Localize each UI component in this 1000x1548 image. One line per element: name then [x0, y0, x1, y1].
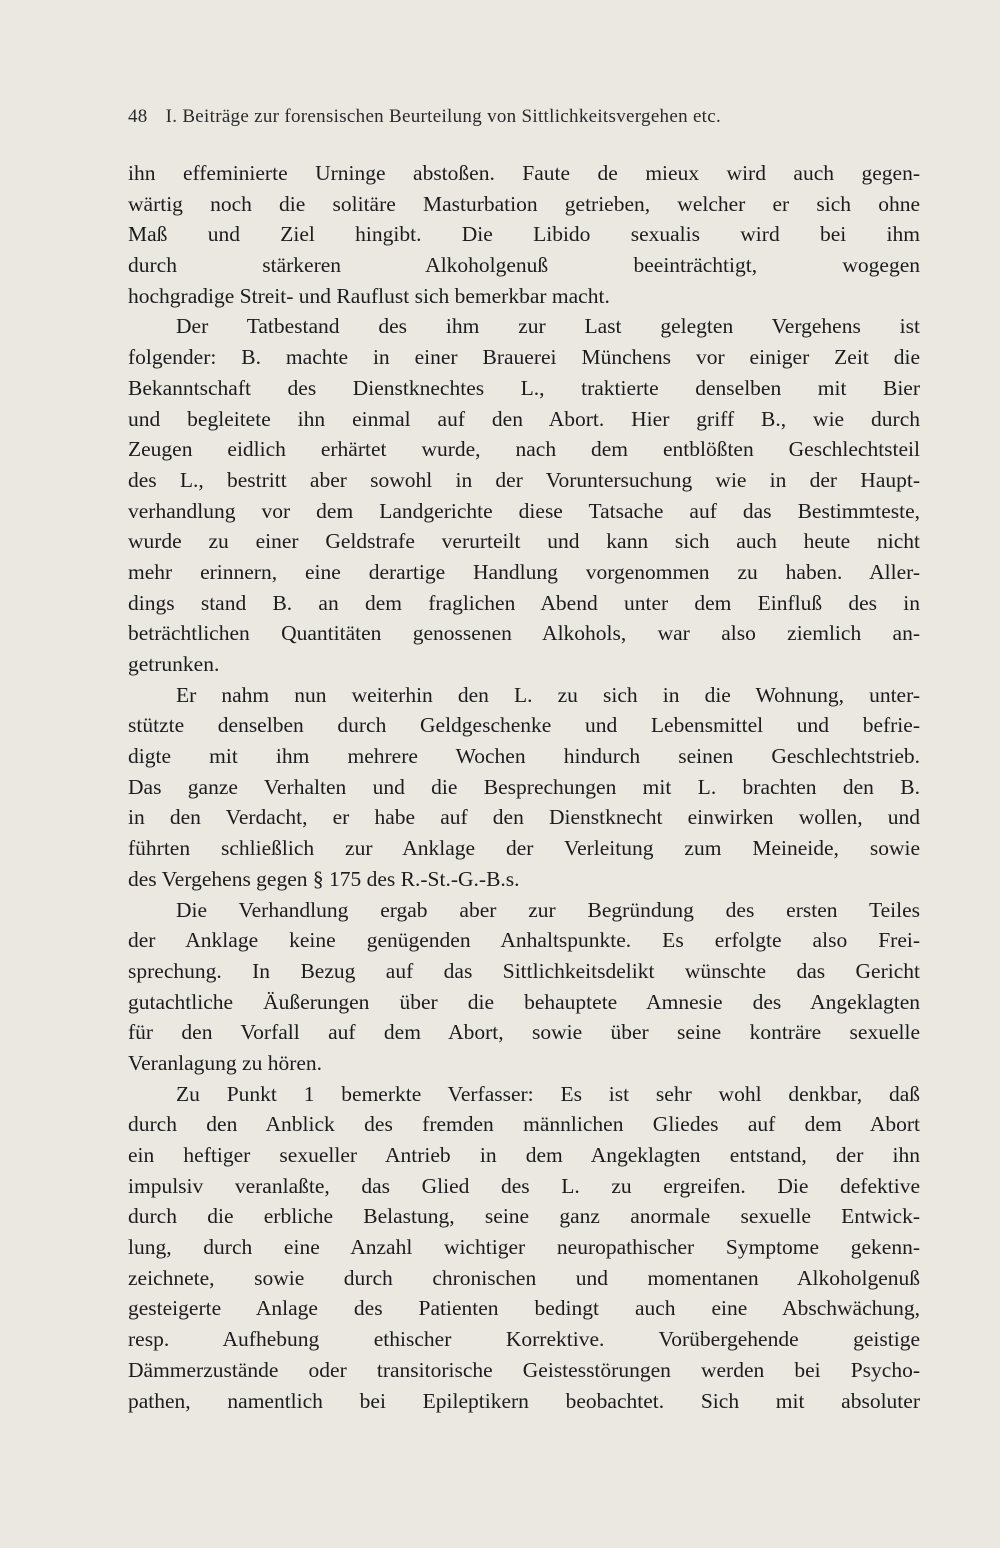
text-line: wurde zu einer Geldstrafe verurteilt und kann sich auch heute nicht [128, 529, 920, 554]
text-line: wärtig noch die solitäre Masturbation getrieben, welcher er sich ohne [128, 191, 920, 216]
text-line: für den Vorfall auf dem Abort, sowie über seine konträre sexuelle [128, 1020, 920, 1045]
text-line: sprechung. In Bezug auf das Sittlichkeitsdelikt wünschte das Gericht [128, 958, 920, 983]
text-line: durch die erbliche Belastung, seine ganz anormale sexuelle Entwick- [128, 1204, 920, 1229]
text-line: des L., bestritt aber sowohl in der Voruntersuchung wie in der Haupt- [128, 467, 920, 492]
text-line: getrunken. [128, 652, 220, 676]
text-line: folgender: B. machte in einer Brauerei Münchens vor einiger Zeit die [128, 345, 920, 370]
text-line: Maß und Ziel hingibt. Die Libido sexualis wird bei ihm [128, 222, 920, 247]
running-header [128, 106, 918, 128]
text-line: hochgradige Streit- und Rauflust sich bemerkbar macht. [128, 283, 610, 308]
text-line: stützte denselben durch Geldgeschenke und Lebensmittel und befrie- [128, 713, 920, 738]
text-line: führten schließlich zur Anklage der Verleitung zum Meineide, sowie [128, 836, 920, 861]
running-title: I. Beiträge zur forensischen Beurteilung von Sittlichkeitsvergehen etc. [165, 106, 722, 127]
text-line: beträchtlichen Quantitäten genossenen Alkohols, war also ziemlich an- [128, 621, 920, 646]
text-line: gesteigerte Anlage des Patienten bedingt auch eine Abschwächung, [128, 1296, 920, 1321]
text-line: lung, durch eine Anzahl wichtiger neuropathischer Symptome gekenn- [128, 1235, 920, 1260]
text-line: dings stand B. an dem fraglichen Abend unter dem Einfluß des in [128, 590, 920, 615]
page-number: 48 [128, 106, 148, 127]
text-line: Dämmerzustände oder transitorische Geistesstörungen werden bei Psycho- [128, 1357, 920, 1382]
text-line: Zeugen eidlich erhärtet wurde, nach dem entblößten Geschlechtsteil [128, 437, 920, 462]
text-line: Zu Punkt 1 bemerkte Verfasser: Es ist sehr wohl denkbar, daß [176, 1081, 920, 1106]
text-line: pathen, namentlich bei Epileptikern beobachtet. Sich mit absoluter [128, 1388, 920, 1413]
text-line: und begleitete ihn einmal auf den Abort. Hier griff B., wie durch [128, 406, 920, 431]
text-line: ihn effeminierte Urninge abstoßen. Faute de mieux wird auch gegen- [128, 161, 920, 185]
text-line: gutachtliche Äußerungen über die behauptete Amnesie des Angeklagten [128, 989, 920, 1014]
text-line: des Vergehens gegen § 175 des R.-St.-G.-B.s. [128, 866, 520, 891]
text-line: durch den Anblick des fremden männlichen Gliedes auf dem Abort [128, 1112, 920, 1137]
text-line: Die Verhandlung ergab aber zur Begründung des ersten Teiles [176, 897, 920, 922]
text-line: resp. Aufhebung ethischer Korrektive. Vorübergehende geistige [128, 1327, 920, 1352]
text-line: Bekanntschaft des Dienstknechtes L., traktierte denselben mit Bier [128, 375, 920, 400]
text-line: zeichnete, sowie durch chronischen und momentanen Alkoholgenuß [128, 1265, 920, 1290]
text-line: Das ganze Verhalten und die Besprechungen mit L. brachten den B. [128, 774, 920, 799]
text-line: Der Tatbestand des ihm zur Last gelegten Vergehens ist [176, 314, 920, 339]
text-line: ein heftiger sexueller Antrieb in dem Angeklagten entstand, der ihn [128, 1143, 920, 1167]
body-text [128, 158, 920, 1416]
text-line: Veranlagung zu hören. [128, 1050, 323, 1075]
text-line: in den Verdacht, er habe auf den Dienstknecht einwirken wollen, und [128, 805, 920, 830]
text-line: der Anklage keine genügenden Anhaltspunkte. Es erfolgte also Frei- [128, 928, 920, 953]
text-line: mehr erinnern, eine derartige Handlung vorgenommen zu haben. Aller- [128, 559, 920, 584]
text-line: durch stärkeren Alkoholgenuß beeinträchtigt, wogegen [128, 253, 920, 278]
text-line: verhandlung vor dem Landgerichte diese Tatsache auf das Bestimmteste, [128, 498, 920, 523]
text-line: digte mit ihm mehrere Wochen hindurch seinen Geschlechtstrieb. [128, 744, 920, 769]
text-line: impulsiv veranlaßte, das Glied des L. zu ergreifen. Die defektive [128, 1173, 920, 1198]
text-line: Er nahm nun weiterhin den L. zu sich in die Wohnung, unter- [176, 682, 920, 707]
